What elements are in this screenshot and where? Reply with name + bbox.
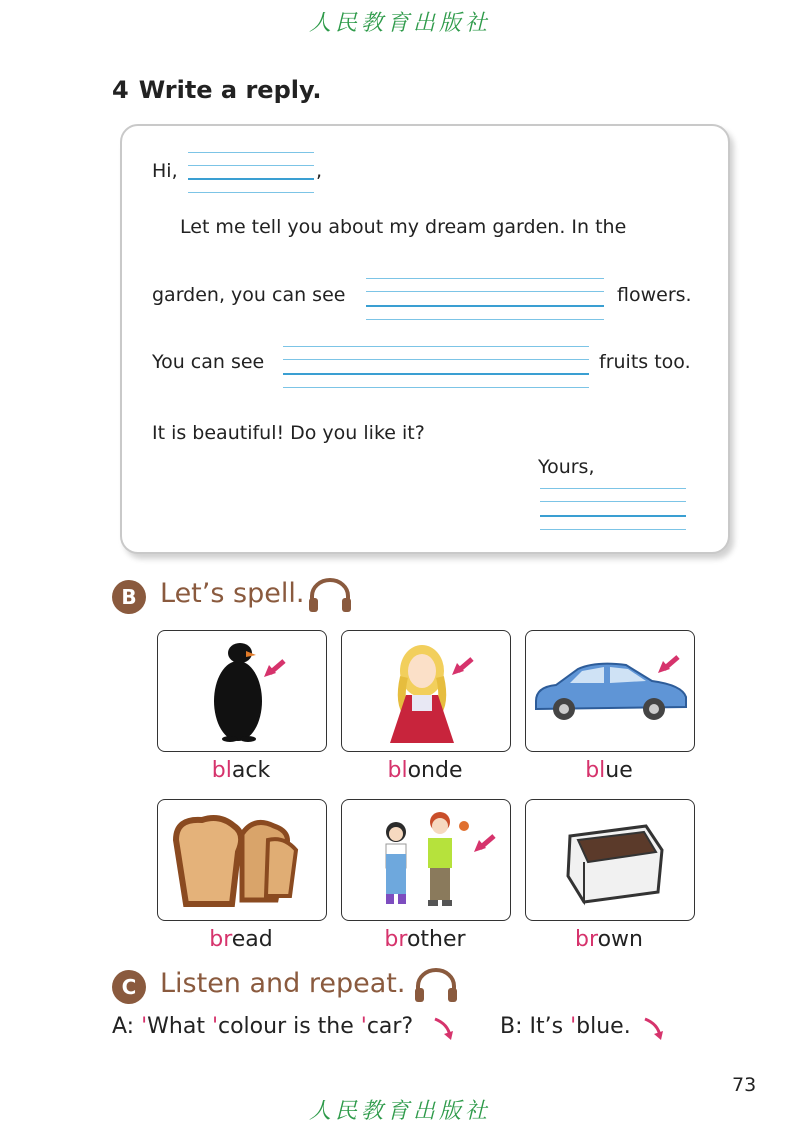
- letter-line-3-end: fruits too.: [599, 351, 691, 373]
- word-rest: ue: [605, 758, 633, 783]
- word-prefix: bl: [211, 758, 232, 783]
- letter-closing: Yours,: [538, 456, 595, 478]
- dialog-line-a: [112, 1014, 413, 1039]
- word-brown: [524, 927, 694, 952]
- stress-mark: ': [353, 1014, 367, 1039]
- penguin-image: [157, 630, 327, 752]
- word-brother: [340, 927, 510, 952]
- dialog-word: It’s: [529, 1014, 564, 1039]
- brown-box-image: [525, 799, 695, 921]
- letter-line-2-start: garden, you can see: [152, 284, 346, 306]
- section-heading: Write a reply.: [138, 76, 322, 104]
- speaker-a-label: A:: [112, 1014, 135, 1039]
- word-prefix: br: [575, 927, 598, 952]
- section-b-title: Let’s spell.: [160, 578, 305, 609]
- stress-mark: ': [141, 1014, 148, 1039]
- word-prefix: bl: [387, 758, 408, 783]
- section-b-badge: B: [112, 580, 146, 614]
- word-rest: ack: [231, 758, 271, 783]
- bread-image: [157, 799, 327, 921]
- stress-mark: ': [204, 1014, 218, 1039]
- word-rest: other: [406, 927, 466, 952]
- word-bread: [156, 927, 326, 952]
- letter-line-2-end: flowers.: [617, 284, 692, 306]
- letter-line-4: It is beautiful! Do you like it?: [152, 422, 425, 444]
- flowers-writing-lines[interactable]: [366, 276, 604, 322]
- headphones-icon[interactable]: [412, 966, 460, 1004]
- headphones-icon[interactable]: [306, 576, 354, 614]
- speaker-b-label: B:: [500, 1014, 523, 1039]
- greeting-comma: ,: [316, 160, 323, 182]
- publisher-logo-top: 人民教育出版社: [308, 11, 491, 36]
- blonde-girl-image: [341, 630, 511, 752]
- letter-line-1: Let me tell you about my dream garden. In the: [180, 216, 627, 238]
- falling-intonation-icon: [432, 1016, 456, 1042]
- brothers-image: [341, 799, 511, 921]
- dialog-word: blue.: [576, 1014, 631, 1039]
- word-rest: own: [597, 927, 643, 952]
- word-blue: [524, 758, 694, 783]
- signature-writing-lines[interactable]: [540, 486, 686, 532]
- dialog-word: What: [147, 1014, 205, 1039]
- publisher-logo-bottom: 人民教育出版社: [308, 1099, 491, 1124]
- letter-line-3-start: You can see: [152, 351, 265, 373]
- word-prefix: br: [384, 927, 407, 952]
- word-prefix: br: [209, 927, 232, 952]
- stress-mark: ': [563, 1014, 577, 1039]
- word-rest: onde: [407, 758, 463, 783]
- letter-greeting: Hi,: [152, 160, 178, 182]
- dialog-word: colour is the: [218, 1014, 354, 1039]
- page-number: 73: [732, 1074, 757, 1096]
- word-prefix: bl: [585, 758, 606, 783]
- word-black: [156, 758, 326, 783]
- word-blonde: [340, 758, 510, 783]
- section-4-title: [112, 76, 322, 104]
- section-number: 4: [112, 76, 129, 104]
- word-rest: ead: [231, 927, 273, 952]
- blue-car-image: [525, 630, 695, 752]
- name-writing-lines[interactable]: [188, 150, 314, 194]
- falling-intonation-icon: [642, 1016, 666, 1042]
- fruits-writing-lines[interactable]: [283, 344, 589, 390]
- section-c-title: Listen and repeat.: [160, 968, 406, 999]
- dialog-line-b: [500, 1014, 631, 1039]
- dialog-word: car?: [366, 1014, 414, 1039]
- section-c-badge: C: [112, 970, 146, 1004]
